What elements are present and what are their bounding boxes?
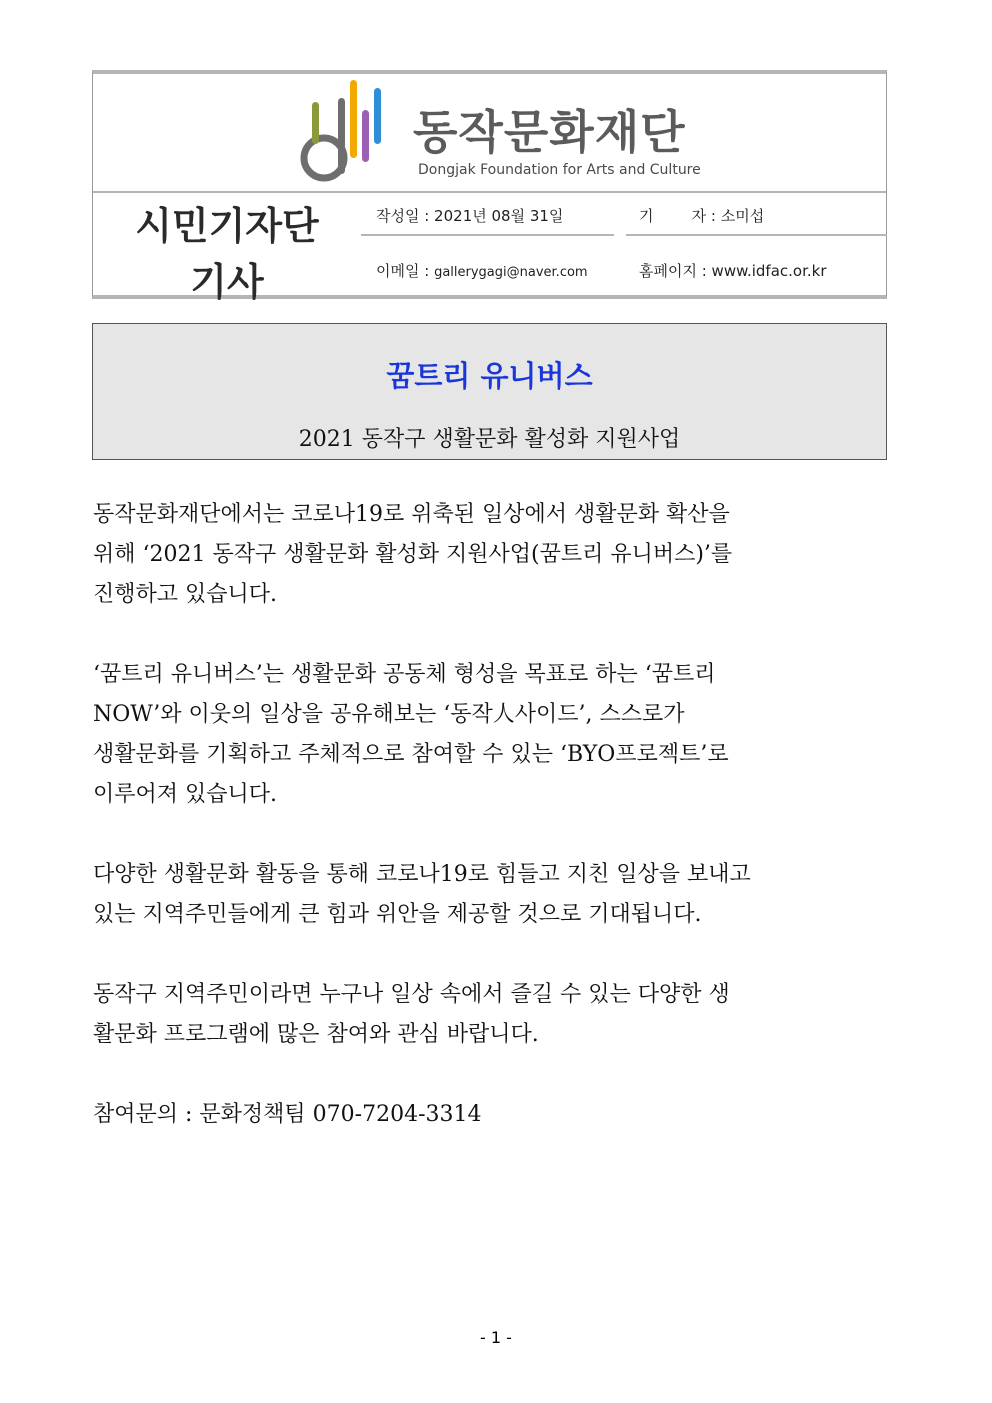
section-title bbox=[93, 191, 361, 304]
logo-area bbox=[93, 74, 886, 193]
divider bbox=[361, 234, 614, 236]
article-title: 꿈트리 유니버스 bbox=[386, 359, 593, 393]
paragraph-line: 동작구 지역주민이라면 누구나 일상 속에서 즐길 수 있는 다양한 생 bbox=[93, 982, 730, 1007]
paragraph-3 bbox=[93, 855, 893, 935]
reporter-label-text: 기 자 bbox=[639, 207, 707, 225]
page-number: - 1 - bbox=[480, 1328, 512, 1347]
foundation-logo-icon bbox=[298, 80, 398, 188]
section-title-line1: 시민기자단 bbox=[135, 204, 319, 248]
org-name-korean: 동작문화재단 bbox=[413, 105, 686, 159]
paragraph-2 bbox=[93, 655, 893, 815]
paragraph-line: 활문화 프로그램에 많은 참여와 관심 바랍니다. bbox=[93, 1022, 539, 1047]
reporter-name: : 소미섭 bbox=[710, 207, 765, 225]
org-name-english: Dongjak Foundation for Arts and Culture bbox=[418, 162, 701, 178]
paragraph-line: 이루어져 있습니다. bbox=[93, 782, 278, 807]
paragraph-line: 진행하고 있습니다. bbox=[93, 582, 278, 607]
homepage-field: 홈페이지 : www.idfac.or.kr bbox=[639, 262, 827, 280]
article-title-box bbox=[92, 323, 887, 460]
email-address: gallerygagi@naver.com bbox=[434, 265, 588, 280]
article-subtitle: 2021 동작구 생활문화 활성화 지원사업 bbox=[298, 427, 681, 452]
paragraph-line: NOW’와 이웃의 일상을 공유해보는 ‘동작人사이드’, 스스로가 bbox=[93, 702, 685, 727]
contact-line: 참여문의 : 문화정책팀 070-7204-3314 bbox=[93, 1102, 482, 1127]
paragraph-line: 동작문화재단에서는 코로나19로 위축된 일상에서 생활문화 확산을 bbox=[93, 502, 730, 527]
date-field: 작성일 : 2021년 08월 31일 bbox=[376, 207, 564, 225]
article-header bbox=[92, 70, 887, 304]
email-label: 이메일 : bbox=[376, 262, 430, 280]
divider bbox=[626, 234, 887, 236]
paragraph-1 bbox=[93, 495, 893, 615]
paragraph-line: 다양한 생활문화 활동을 통해 코로나19로 힘들고 지친 일상을 보내고 bbox=[93, 862, 751, 887]
contact-info bbox=[93, 1095, 893, 1135]
reporter-label bbox=[639, 205, 764, 226]
section-title-line2: 기사 bbox=[190, 260, 264, 304]
email-field bbox=[376, 260, 588, 281]
paragraph-line: 생활문화를 기획하고 주체적으로 참여할 수 있는 ‘BYO프로젝트’로 bbox=[93, 742, 729, 767]
paragraph-line: 위해 ‘2021 동작구 생활문화 활성화 지원사업(꿈트리 유니버스)’를 bbox=[93, 542, 733, 567]
paragraph-line: 있는 지역주민들에게 큰 힘과 위안을 제공할 것으로 기대됩니다. bbox=[93, 902, 702, 927]
paragraph-4 bbox=[93, 975, 893, 1055]
paragraph-line: ‘꿈트리 유니버스’는 생활문화 공동체 형성을 목표로 하는 ‘꿈트리 bbox=[93, 662, 716, 687]
